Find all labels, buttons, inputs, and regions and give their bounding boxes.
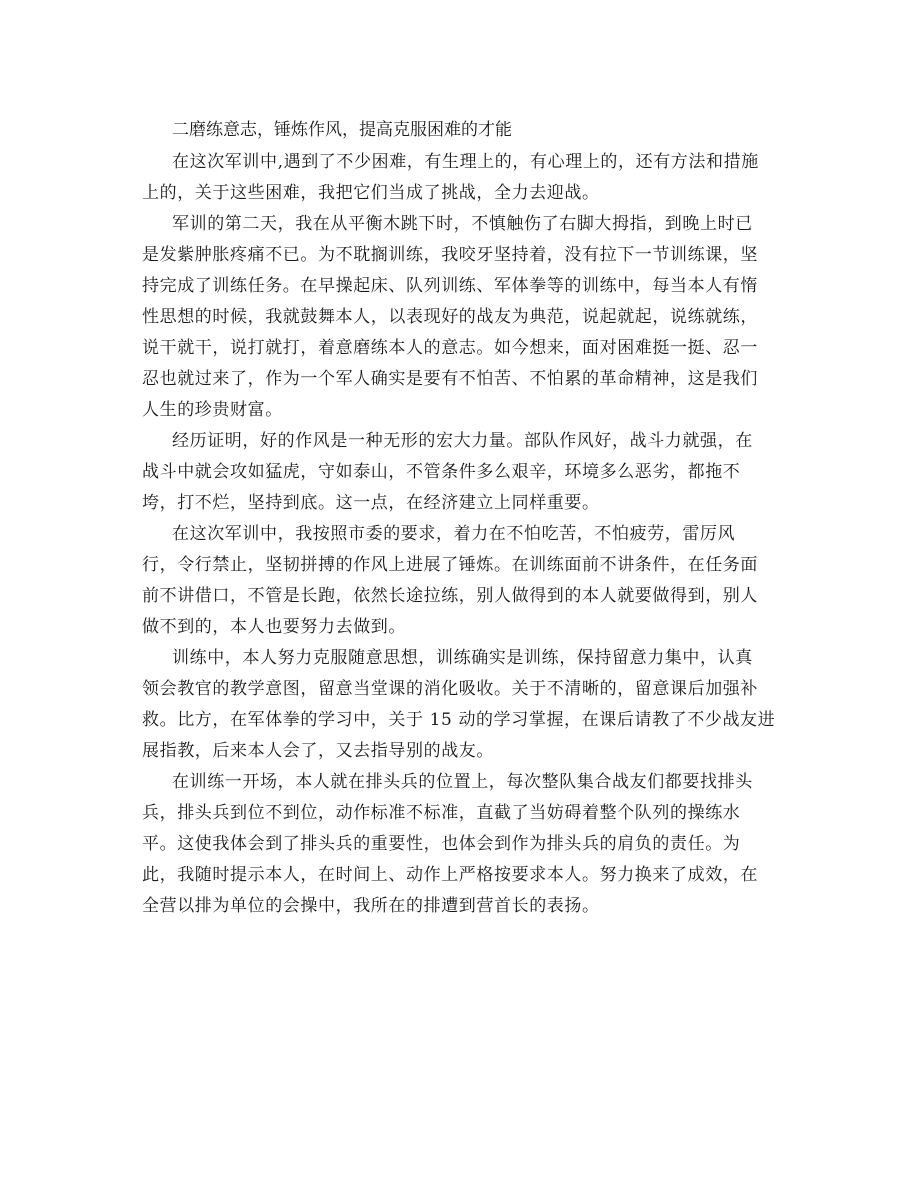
paragraph [142,147,776,209]
paragraph [142,519,776,643]
paragraph-line: 平。这使我体会到了排头兵的重要性，也体会到作为排头兵的肩负的责任。为 [142,834,741,854]
paragraph-line: 行，令行禁止，坚韧拼搏的作风上进展了锤炼。在训练面前不讲条件，在任务面 [142,555,758,575]
paragraph-line: 救。比方，在军体拳的学习中，关于 15 动的学习掌握，在课后请教了不少战友进 [142,710,776,730]
paragraph-list [142,147,776,922]
paragraph-line: 上的，关于这些困难，我把它们当成了挑战，全力去迎战。 [142,183,600,203]
paragraph-first-line: 训练中，本人努力克服随意思想，训练确实是训练，保持留意力集中，认真 [172,648,753,668]
paragraph-first-line: 在训练一开场，本人就在排头兵的位置上，每次整队集合战友们都要找排头 [172,772,753,792]
paragraph-first-line: 在这次军训中,遇到了不少困难，有生理上的，有心理上的，还有方法和措施 [172,152,759,172]
paragraph-line: 此，我随时提示本人，在时间上、动作上严格按要求本人。努力换来了成效，在 [142,865,758,885]
paragraph-line: 垮，打不烂，坚持到底。这一点，在经济建立上同样重要。 [142,493,600,513]
paragraph [142,767,776,922]
paragraph [142,426,776,519]
paragraph-line: 性思想的时候，我就鼓舞本人，以表现好的战友为典范，说起就起，说练就练， [142,307,758,327]
paragraph-line: 兵，排头兵到位不到位，动作标准不标准，直截了当妨碍着整个队列的操练水 [142,803,741,823]
paragraph-first-line: 在这次军训中，我按照市委的要求，着力在不怕吃苦，不怕疲劳，雷厉风 [172,524,736,544]
paragraph-line: 持完成了训练任务。在早操起床、队列训练、军体拳等的训练中，每当本人有惰 [142,276,758,296]
paragraph [142,643,776,767]
paragraph-line: 说干就干，说打就打，着意磨练本人的意志。如今想来，面对困难挺一挺、忍一 [142,338,758,358]
paragraph-first-line: 经历证明，好的作风是一种无形的宏大力量。部队作风好，战斗力就强，在 [172,431,753,451]
paragraph-line: 全营以排为单位的会操中，我所在的排遭到营首长的表扬。 [142,896,600,916]
paragraph-line: 做不到的，本人也要努力去做到。 [142,617,406,637]
paragraph-line: 前不讲借口，不管是长跑，依然长途拉练，别人做得到的本人就要做得到，别人 [142,586,758,606]
paragraph-first-line: 军训的第二天，我在从平衡木跳下时，不慎触伤了右脚大拇指，到晚上时已 [172,214,753,234]
paragraph-line: 人生的珍贵财富。 [142,400,283,420]
paragraph-line: 领会教官的教学意图，留意当堂课的消化吸收。关于不清晰的，留意课后加强补 [142,679,758,699]
paragraph-line: 忍也就过来了，作为一个军人确实是要有不怕苦、不怕累的革命精神，这是我们 [142,369,758,389]
section-heading: 二磨练意志，锤炼作风，提高克服困难的才能 [172,120,512,140]
document-body [142,117,776,922]
paragraph-line: 是发紫肿胀疼痛不已。为不耽搁训练，我咬牙坚持着，没有拉下一节训练课，坚 [142,245,758,265]
paragraph-line: 展指教，后来本人会了，又去指导别的战友。 [142,741,494,761]
paragraph [142,209,776,426]
paragraph-line: 战斗中就会攻如猛虎，守如泰山，不管条件多么艰辛，环境多么恶劣，都拖不 [142,462,741,482]
